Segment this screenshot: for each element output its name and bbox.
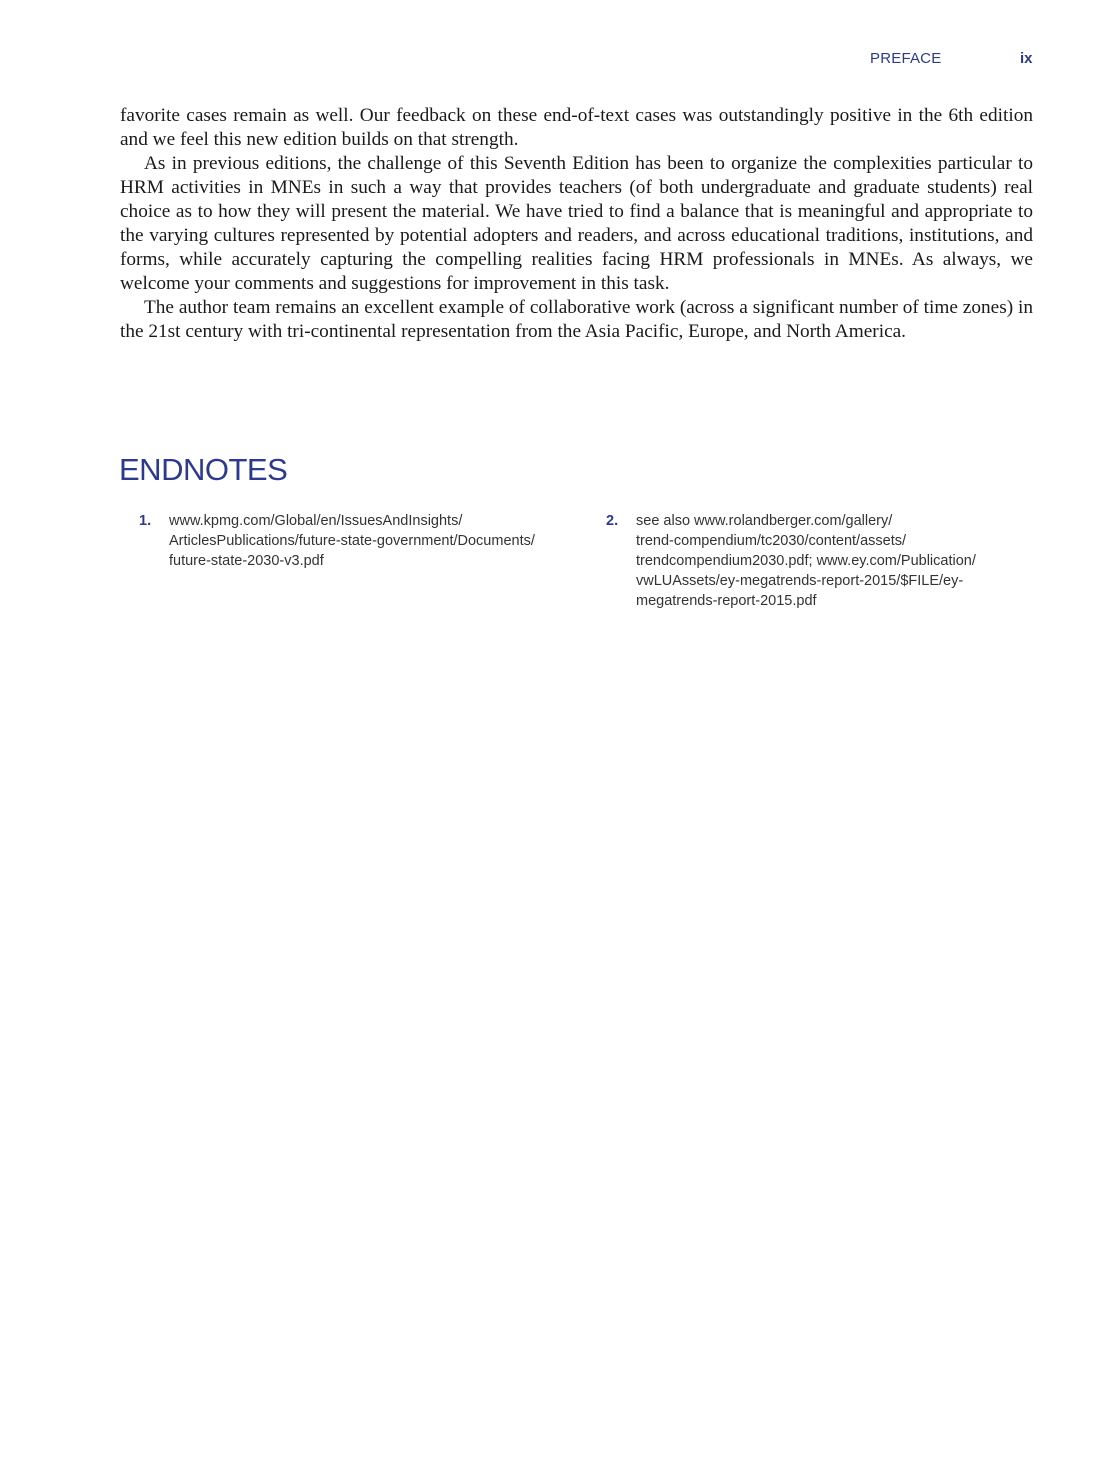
paragraph-editions: As in previous editions, the challenge of this Seventh Edition has been to organize the complexities particular to HRM activities in MNEs in such a way that provides teachers (of both undergraduate and graduate students) real choice as to how they will present the material. We have tried to find a balance that is meaningful and appropriate to the varying cultures represented by potential adopters and readers, and across educational traditions, institutions, and forms, while accurately capturing the compelling realities facing HRM professionals in MNEs. As always, we welcome your comments and suggestions for improvement in this task. [120, 153, 1033, 294]
endnote-text: see also www.rolandberger.com/gallery/ trend-compendium/tc2030/content/assets/ trendcompendium2030.pdf; www.ey.com/Publication/ vwLUAssets/ey-megatrends-report-2015/$FILE/ey- megatrends-report-2015.pdf [636, 513, 976, 609]
running-header [0, 50, 1106, 70]
endnote-item [139, 511, 579, 571]
running-head-label: PREFACE [870, 50, 942, 67]
endnote-text: www.kpmg.com/Global/en/IssuesAndInsights/ ArticlesPublications/future-state-government/Documents/ future-state-2030-v3.pdf [169, 513, 535, 569]
page-number: ix [1020, 50, 1033, 67]
endnotes-heading: ENDNOTES [119, 452, 288, 487]
endnote-item [606, 511, 1026, 611]
paragraph-continued: favorite cases remain as well. Our feedback on these end-of-text cases was outstandingly positive in the 6th edition and we feel this new edition builds on that strength. [120, 105, 1033, 150]
body-text [120, 104, 1033, 344]
paragraph-author-team: The author team remains an excellent example of collaborative work (across a significant number of time zones) in the 21st century with tri-continental representation from the Asia Pacific, Europe, and North America. [120, 297, 1033, 342]
endnote-number: 2. [606, 513, 619, 529]
endnote-number: 1. [139, 513, 152, 529]
